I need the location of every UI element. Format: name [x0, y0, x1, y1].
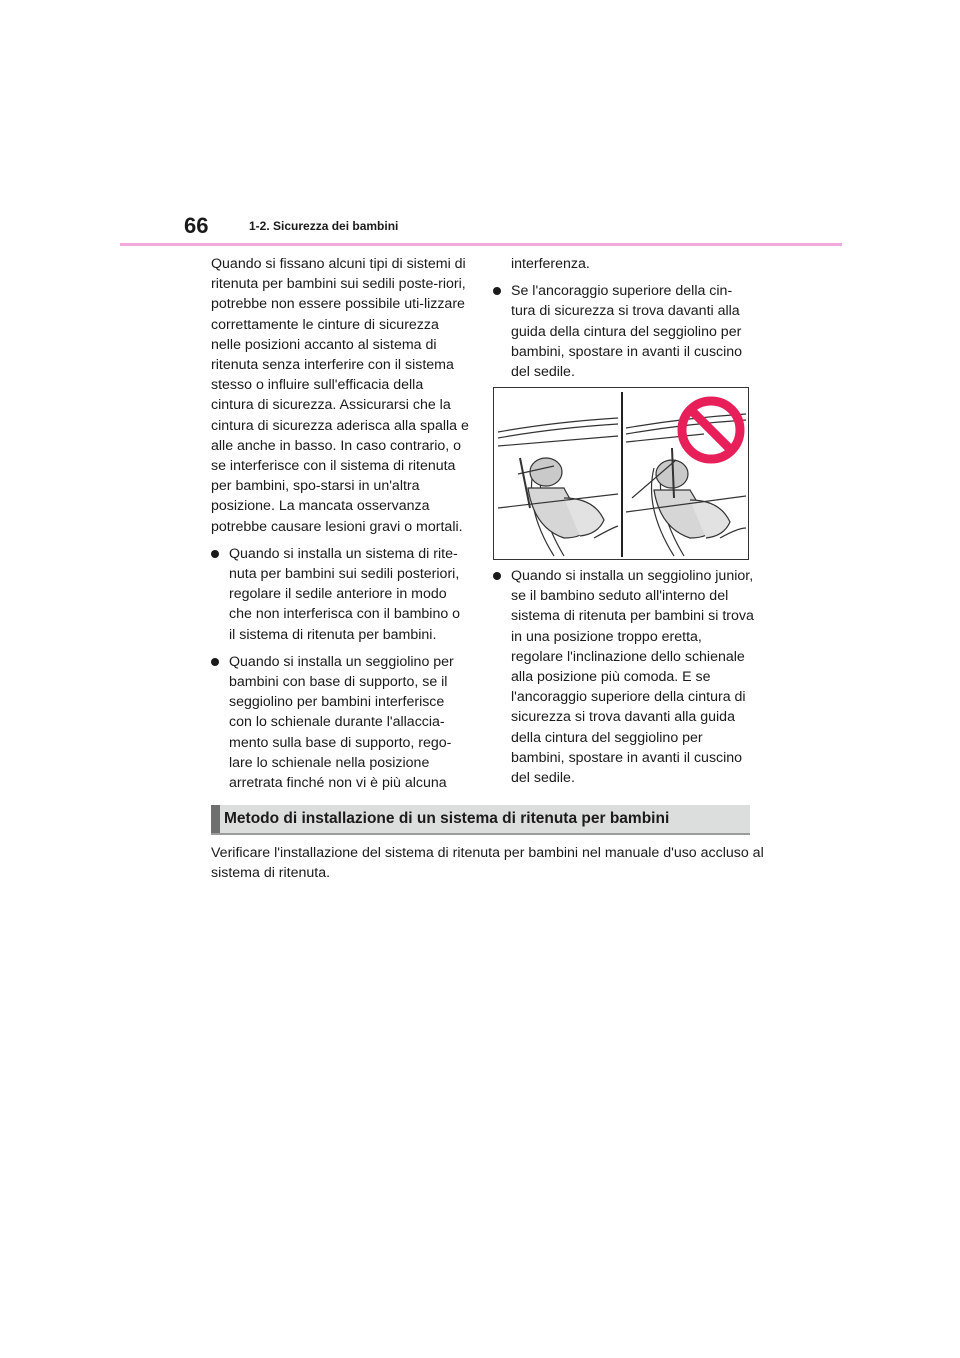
header-rule [120, 243, 842, 246]
bullet-dot-icon [493, 572, 501, 580]
figure-divider [621, 392, 623, 557]
bullet-dot-icon [211, 550, 219, 558]
bullet-dot-icon [211, 658, 219, 666]
bullet-dot-icon [493, 287, 501, 295]
section-title: 1-2. Sicurezza dei bambini [249, 219, 399, 233]
right-column-lower [493, 566, 755, 795]
heading-accent [211, 805, 220, 833]
bullet-item-anchor-position [493, 281, 755, 382]
section-heading: Metodo di installazione di un sistema di ritenuta per bambini [224, 810, 670, 827]
bullet-item-junior-seat [493, 566, 755, 788]
bullet-text: Quando si installa un seggiolino per bambini con base di supporto, se il seggiolino per bambini interferisce con lo schienale durante l'allaccia-mento sulla base di supporto, rego-lare lo schienale nella posizione arretrata finché non vi è più alcuna [229, 653, 454, 792]
bullet-item-front-seat [211, 544, 469, 645]
prohibition-icon [682, 401, 740, 459]
seat-belt-illustration [493, 387, 749, 560]
installation-note: Verificare l'installazione del sistema di ritenuta per bambini nel manuale d'uso accluso al sistema di ritenuta. [211, 845, 764, 882]
right-column [493, 254, 755, 389]
bullet-text: Quando si installa un seggiolino junior, se il bambino seduto all'interno del sistema di ritenuta per bambini si trova in una posizione troppo eretta, regolare l'inclinazione dello schienale alla posizione più comoda. E se l'ancoraggio superiore della cintura di sicurezza si trova davanti alla guida della cintura del seggiolino per bambini, spostare in avanti il cuscino del sedile. [511, 568, 754, 787]
page-number: 66 [184, 213, 209, 238]
section-heading-bar [211, 805, 750, 835]
intro-paragraph: Quando si fissano alcuni tipi di sistemi di ritenuta per bambini sui sedili poste-riori, potrebbe non essere possibile uti-lizzare correttamente le cinture di sicurezza nelle posizioni accanto al sistema di ritenuta senza interferire con il sistema stesso o influire sull'efficacia della cintura di sicurezza. Assicurarsi che la cintura di sicurezza aderisca alla spalla e alle anche in basso. In caso contrario, o se interferisce con il sistema di ritenuta per bambini, spo-starsi in un'altra posizione. La mancata osservanza potrebbe causare lesioni gravi o mortali. [211, 256, 469, 535]
bullet-item-support-base [211, 652, 469, 793]
correct-installation-panel [498, 418, 618, 556]
bullet-text: Quando si installa un sistema di rite-nuta per bambini sui sedili posteriori, regolare il sedile anteriore in modo che non interferisca con il bambino o il sistema di ritenuta per bambini. [229, 545, 461, 643]
left-column [211, 254, 469, 800]
bullet-text: Se l'ancoraggio superiore della cin-tura di sicurezza si trova davanti alla guida della cintura del seggiolino per bambini, spostare in avanti il cuscino del sedile. [511, 283, 743, 381]
bullet-continuation: interferenza. [511, 256, 590, 272]
